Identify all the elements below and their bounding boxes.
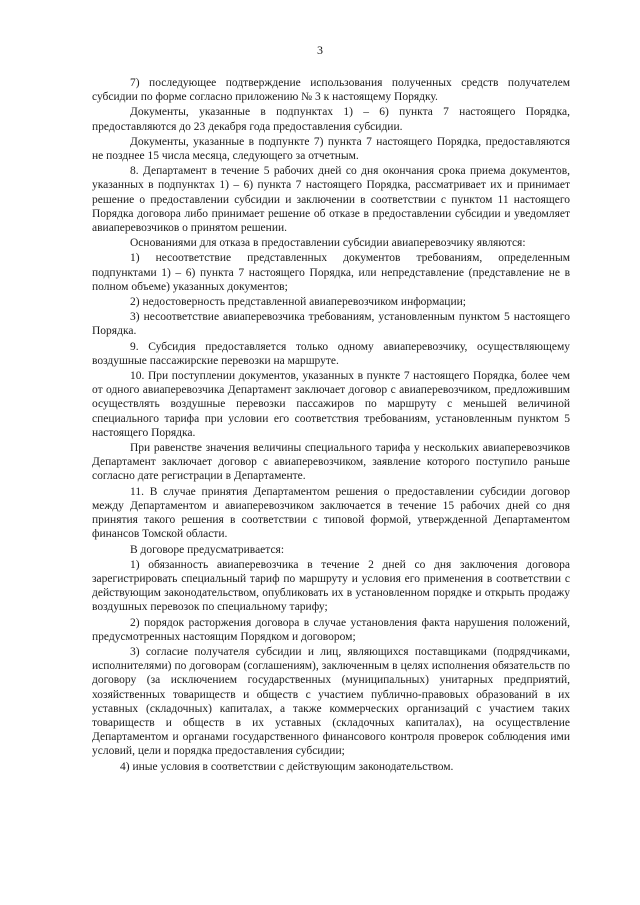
paragraph-provision-2: 2) порядок расторжения договора в случае установления факта нарушения положений, предусмотренных настоящим Порядком и договором; xyxy=(92,616,570,643)
paragraph-equal-tariff: При равенстве значения величины специального тарифа у нескольких авиаперевозчиков Департамент заключает договор с авиаперевозчиком, заявление которого поступило раньше согласно дате регистрации в Департаменте. xyxy=(92,442,570,483)
paragraph-section-10: 10. При поступлении документов, указанных в пункте 7 настоящего Порядка, более чем от одного авиаперевозчика Департамент заключает договор с авиаперевозчиком, предложившим осуществлять воздушные перевозки пассажиров по маршруту с меньшей величиной специального тарифа при условии его соответствия требованиям, установленным пунктом 5 настоящего Порядка. xyxy=(92,370,570,439)
paragraph-contract-provisions: В договоре предусматривается: xyxy=(130,543,285,556)
paragraph-section-9: 9. Субсидия предоставляется только одному авиаперевозчику, осуществляющему воздушные пассажирские перевозки на маршруте. xyxy=(92,340,570,367)
paragraph-item-7: 7) последующее подтверждение использования полученных средств получателем субсидии по форме согласно приложению № 3 к настоящему Порядку. xyxy=(92,77,570,104)
paragraph-provision-3: 3) согласие получателя субсидии и лиц, являющихся поставщиками (подрядчиками, исполнителями) по договорам (соглашениям), заключенным в целях исполнения обязательств по договору (за исключением государственных (муниципальных) унитарных предприятий, хозяйственных товариществ и обществ с участием публично-правовых образований в их уставных (складочных) капиталах, а также коммерческих организаций с участием таких товариществ и обществ в их уставных (складочных капиталах), на осуществление Департаментом и органами государственного финансового контроля проверок соблюдения ими условий, цели и порядка предоставления субсидии; xyxy=(92,645,570,758)
paragraph-provision-1: 1) обязанность авиаперевозчика в течение 2 дней со дня заключения договора зарегистрировать специальный тариф по маршруту и условия его применения в соответствии с действующим законодательством, опубликовать их в установленном порядке и открыть продажу воздушных перевозок по специальному тарифу; xyxy=(92,558,570,614)
paragraph-provision-4: 4) иные условия в соответствии с действующим законодательством. xyxy=(120,760,454,773)
paragraph-refusal-2: 2) недостоверность представленной авиаперевозчиком информации; xyxy=(130,296,466,309)
paragraph-refusal-grounds: Основаниями для отказа в предоставлении субсидии авиаперевозчику являются: xyxy=(130,237,526,250)
paragraph-documents-monthly: Документы, указанные в подпункте 7) пункта 7 настоящего Порядка, предоставляются не позднее 15 числа месяца, следующего за отчетным. xyxy=(92,135,570,163)
paragraph-section-11: 11. В случае принятия Департаментом решения о предоставлении субсидии договор между Департаментом и авиаперевозчиком заключается в течение 15 рабочих дней со дня принятия такого решения в соответствии с типовой формой, утвержденной Департаментом финансов Томской области. xyxy=(92,485,570,541)
paragraph-refusal-1: 1) несоответствие представленных документов требованиям, определенным подпунктами 1) – 6) пункта 7 настоящего Порядка, или непредставление (представление не в полном объеме) указанных документов; xyxy=(92,252,570,293)
paragraph-section-8: 8. Департамент в течение 5 рабочих дней со дня окончания срока приема документов, указанных в подпунктах 1) – 6) пункта 7 настоящего Порядка, рассматривает их и принимает решение о предоставлении субсидии и заключении в соответствии с пунктом 11 настоящего Порядка договора либо принимает решение об отказе в предоставлении субсидии и уведомляет авиаперевозчиков о принятом решении. xyxy=(92,165,570,235)
document-body xyxy=(92,76,570,775)
page-number: 3 xyxy=(317,43,323,57)
paragraph-documents-deadline: Документы, указанные в подпунктах 1) – 6) пункта 7 настоящего Порядка, предоставляются до 23 декабря года предоставления субсидии. xyxy=(92,106,570,133)
paragraph-refusal-3: 3) несоответствие авиаперевозчика требованиям, установленным пунктом 5 настоящего Порядка. xyxy=(92,311,570,338)
